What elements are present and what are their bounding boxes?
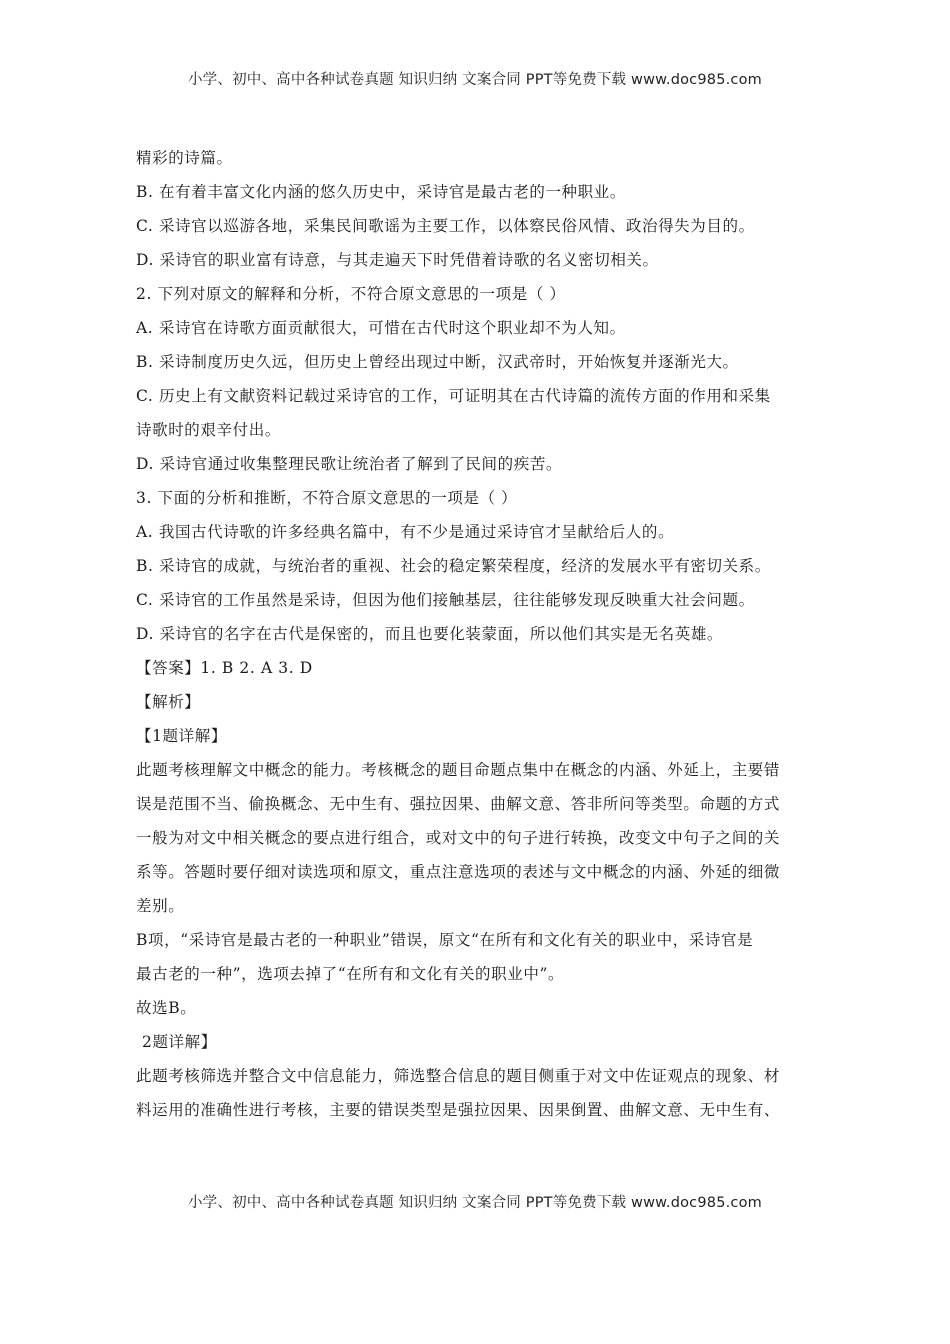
- option-c: C. 历史上有文献资料记载过采诗官的工作，可证明其在古代诗篇的流传方面的作用和采集: [136, 387, 771, 405]
- option-d: D. 采诗官的职业富有诗意，与其走遍天下时凭借着诗歌的名义密切相关。: [136, 251, 659, 269]
- page-header: 小学、初中、高中各种试卷真题 知识归纳 文案合同 PPT等免费下载 www.doc985.com: [187, 72, 763, 88]
- option-b: B. 采诗制度历史久远，但历史上曾经出现过中断，汉武帝时，开始恢复并逐渐光大。: [136, 353, 739, 371]
- text-line: 此题考核筛选并整合文中信息能力，筛选整合信息的题目侧重于对文中佐证观点的现象、材: [136, 1067, 781, 1085]
- question-3: 3. 下面的分析和推断，不符合原文意思的一项是（ ）: [136, 489, 518, 507]
- page-footer: 小学、初中、高中各种试卷真题 知识归纳 文案合同 PPT等免费下载 www.doc985.com: [187, 1195, 763, 1211]
- option-d: D. 采诗官通过收集整理民歌让统治者了解到了民间的疾苦。: [136, 455, 563, 473]
- document-body: [136, 141, 816, 1127]
- q1-detail-heading: 【1题详解】: [136, 727, 227, 745]
- option-a: A. 采诗官在诗歌方面贡献很大，可惜在古代时这个职业却不为人知。: [136, 319, 626, 337]
- text-line: 一般为对文中相关概念的要点进行组合，或对文中的句子进行转换，改变文中句子之间的关: [136, 829, 781, 847]
- option-c: C. 采诗官以巡游各地，采集民间歌谣为主要工作，以体察民俗风情、政治得失为目的。: [136, 217, 755, 235]
- text-line: B项，“采诗官是最古老的一种职业”错误，原文“在所有和文化有关的职业中，采诗官是: [136, 931, 754, 949]
- text-line: 故选B。: [136, 999, 197, 1017]
- option-b: B. 采诗官的成就，与统治者的重视、社会的稳定繁荣程度，经济的发展水平有密切关系。: [136, 557, 771, 575]
- text-line: 系等。答题时要仔细对读选项和原文，重点注意选项的表述与文中概念的内涵、外延的细微: [136, 863, 781, 881]
- option-a: A. 我国古代诗歌的许多经典名篇中，有不少是通过采诗官才呈献给后人的。: [136, 523, 675, 541]
- question-2: 2. 下列对原文的解释和分析，不符合原文意思的一项是（ ）: [136, 285, 566, 303]
- text-line: 料运用的准确性进行考核，主要的错误类型是强拉因果、因果倒置、曲解文意、无中生有、: [136, 1101, 781, 1119]
- q2-detail-heading: 2题详解】: [142, 1033, 217, 1051]
- analysis-heading: 【解析】: [136, 693, 201, 711]
- answer-line: 【答案】1. B 2. A 3. D: [136, 659, 313, 677]
- text-line: 差别。: [136, 897, 185, 915]
- text-line: 精彩的诗篇。: [136, 149, 233, 167]
- option-c: C. 采诗官的工作虽然是采诗，但因为他们接触基层，往往能够发现反映重大社会问题。: [136, 591, 755, 609]
- text-line: 误是范围不当、偷换概念、无中生有、强拉因果、曲解文意、答非所问等类型。命题的方式: [136, 795, 781, 813]
- option-b: B. 在有着丰富文化内涵的悠久历史中，采诗官是最古老的一种职业。: [136, 183, 626, 201]
- text-line: 最古老的一种”，选项去掉了“在所有和文化有关的职业中”。: [136, 965, 565, 983]
- text-line: 诗歌时的艰辛付出。: [136, 421, 281, 439]
- option-d: D. 采诗官的名字在古代是保密的，而且也要化装蒙面，所以他们其实是无名英雄。: [136, 625, 724, 643]
- text-line: 此题考核理解文中概念的能力。考核概念的题目命题点集中在概念的内涵、外延上，主要错: [136, 761, 781, 779]
